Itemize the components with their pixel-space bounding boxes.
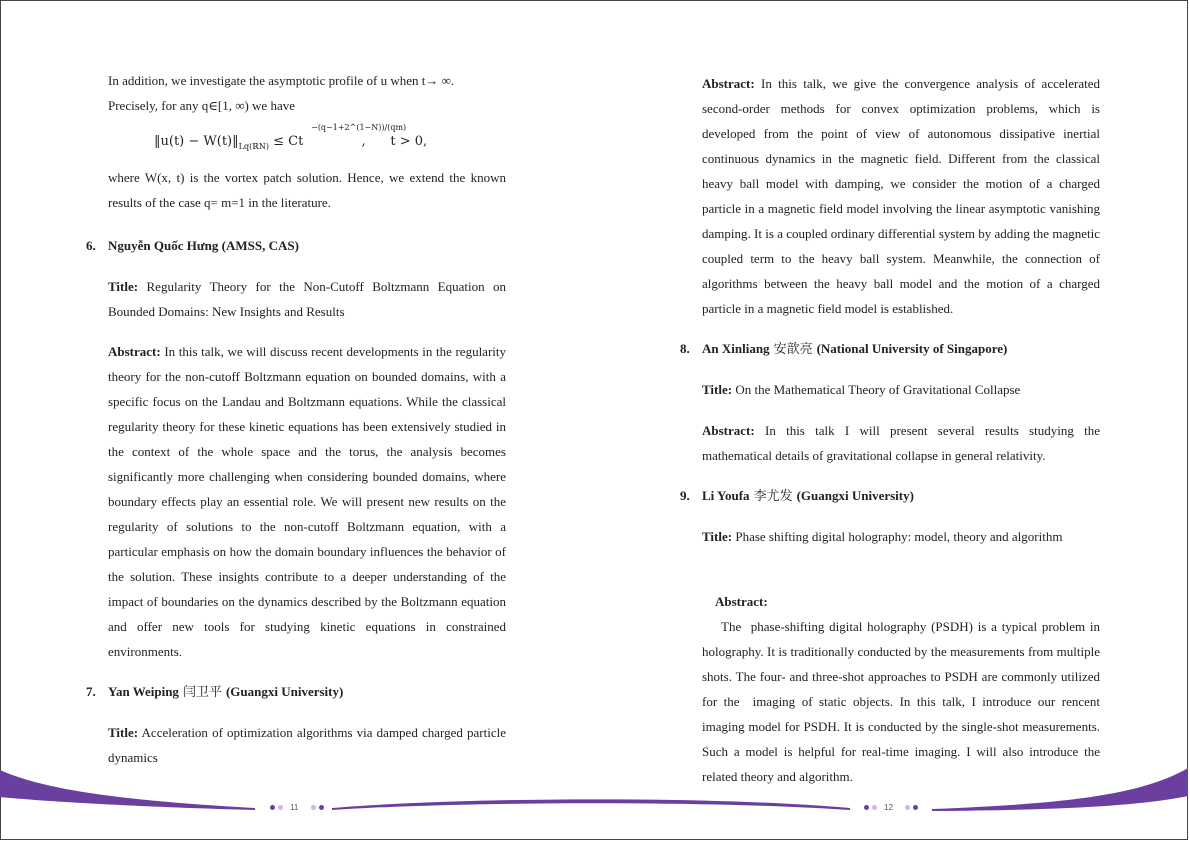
talk-6-abstract [108, 339, 506, 664]
footer-dot [913, 805, 918, 810]
formula-lhs: ‖u(t) − W(t)‖ [154, 134, 239, 149]
speaker-8-name: An Xinliang [702, 341, 770, 356]
talk-7-abstract-label: Abstract: [702, 76, 755, 91]
speaker-9-chinese-name: 李尤发 [753, 489, 793, 504]
talk-7-title [108, 720, 506, 770]
talk-6-abstract-label: Abstract: [108, 344, 161, 359]
talk-8-abstract-text: In this talk I will present several results studying the mathematical details of gravitational collapse in general relativity. [702, 423, 1100, 463]
after-formula-text: where W(x, t) is the vortex patch solution. Hence, we extend the known results of the case q= m=1 in the literature. [108, 170, 506, 210]
talk-8-abstract [702, 418, 1100, 468]
speaker-8-heading [680, 339, 1100, 360]
speaker-9-name: Li Youfa [702, 488, 750, 503]
footer-dot [311, 805, 316, 810]
formula-rhs: ≤ Ct [273, 134, 304, 149]
speaker-6-name: Nguyễn Quốc Hưng (AMSS, CAS) [108, 238, 299, 253]
talk-8-title-label: Title: [702, 382, 733, 397]
formula-condition: , t > 0, [361, 134, 428, 149]
talk-9-title [702, 524, 1100, 549]
talk-8-title [702, 377, 1100, 402]
speaker-6-number: 6. [86, 238, 96, 253]
talk-8-title-text: On the Mathematical Theory of Gravitational Collapse [735, 382, 1021, 397]
footer-dot [278, 805, 283, 810]
talk-9-abstract-label: Abstract: [715, 594, 768, 609]
formula-exponent: −(q−1+2^(1−N))/(qm) [311, 123, 407, 132]
speaker-6-heading [86, 236, 506, 256]
speaker-8-chinese-name: 安歆亮 [773, 342, 813, 357]
talk-7-title-label: Title: [108, 725, 139, 740]
speaker-7-affiliation: (Guangxi University) [225, 684, 344, 699]
talk-9-title-text: Phase shifting digital holography: model, theory and algorithm [735, 529, 1063, 544]
speaker-8-number: 8. [680, 341, 690, 356]
intro-line-1: In addition, we investigate the asymptotic profile of u when t→ ∞. [108, 73, 455, 88]
speaker-7-heading [86, 682, 506, 703]
footer-dot [270, 805, 275, 810]
talk-7-abstract [702, 71, 1100, 321]
talk-9-abstract-text: The phase-shifting digital holography (PSDH) is a typical problem in holography. It is traditionally conducted by the measurements from multiple shots. The four- and three-shot approaches to PSDH are commonly utilized for the imaging of static objects. In this talk, I introduce our rencent imaging model for PSDH. It is conducted by the single-shot measurements. Such a model is helpful for real-time imaging. I will also introduce the related theory and algorithm. [702, 619, 1104, 784]
footer-dot [905, 805, 910, 810]
talk-6-title-label: Title: [108, 279, 139, 294]
left-page [86, 0, 507, 842]
talk-7-title-text: Acceleration of optimization algorithms via damped charged particle dynamics [108, 725, 506, 765]
talk-9-abstract [702, 564, 1104, 814]
footer-dot [872, 805, 877, 810]
talk-6-title-text: Regularity Theory for the Non-Cutoff Boltzmann Equation on Bounded Domains: New Insights and Results [108, 279, 507, 319]
intro-line-2: Precisely, for any q∈[1, ∞) we have [108, 98, 295, 113]
right-page [680, 0, 1104, 842]
talk-9-title-label: Title: [702, 529, 733, 544]
speaker-7-chinese-name: 闫卫平 [182, 685, 222, 700]
speaker-7-name: Yan Weiping [108, 684, 179, 699]
speaker-9-number: 9. [680, 488, 690, 503]
talk-8-abstract-label: Abstract: [702, 423, 755, 438]
formula [154, 123, 428, 151]
formula-sub: Lq(ℝN) [238, 142, 269, 151]
page-number-right: 12 [884, 803, 893, 812]
footer-dot [864, 805, 869, 810]
speaker-8-affiliation: (National University of Singapore) [816, 341, 1008, 356]
talk-6-title [108, 274, 506, 324]
footer-dot [319, 805, 324, 810]
page-number-left: 11 [290, 803, 299, 812]
speaker-9-affiliation: (Guangxi University) [796, 488, 914, 503]
speaker-9-heading [680, 486, 1100, 507]
talk-6-abstract-text: In this talk, we will discuss recent developments in the regularity theory for the non-cutoff Boltzmann equation on bounded domains, with a specific focus on the Landau and Boltzmann equations. While the classical regularity theory for these kinetic equations has been extensively studied in the context of the whole space and the torus, the analysis becomes significantly more challenging when considering bounded domains, where boundary effects play an essential role. We will present new results on the regularity of solutions to the non-cutoff Boltzmann equation, with a particular emphasis on how the domain boundary influences the behavior of the solution. These insights contribute to a deeper understanding of the impact of boundaries on the dynamics described by the Boltzmann equation and offer new tools for studying kinetic equations in constrained environments. [108, 344, 507, 659]
talk-7-abstract-text: In this talk, we give the convergence analysis of accelerated second-order methods for convex optimization problems, which is developed from the point of view of autonomous dissipative inertial continuous dynamics in the magnetic field. Different from the classical heavy ball model with damping, we consider the motion of a charged particle in a magnetic field model involving the linear asymptotic vanishing damping. It is a coupled ordinary differential system by adding the magnetic coupled term to the heavy ball system. Meanwhile, the connection of algorithms between the heavy ball model and the motion of a charged particle in a magnetic field model is established. [702, 76, 1100, 316]
speaker-7-number: 7. [86, 684, 96, 699]
